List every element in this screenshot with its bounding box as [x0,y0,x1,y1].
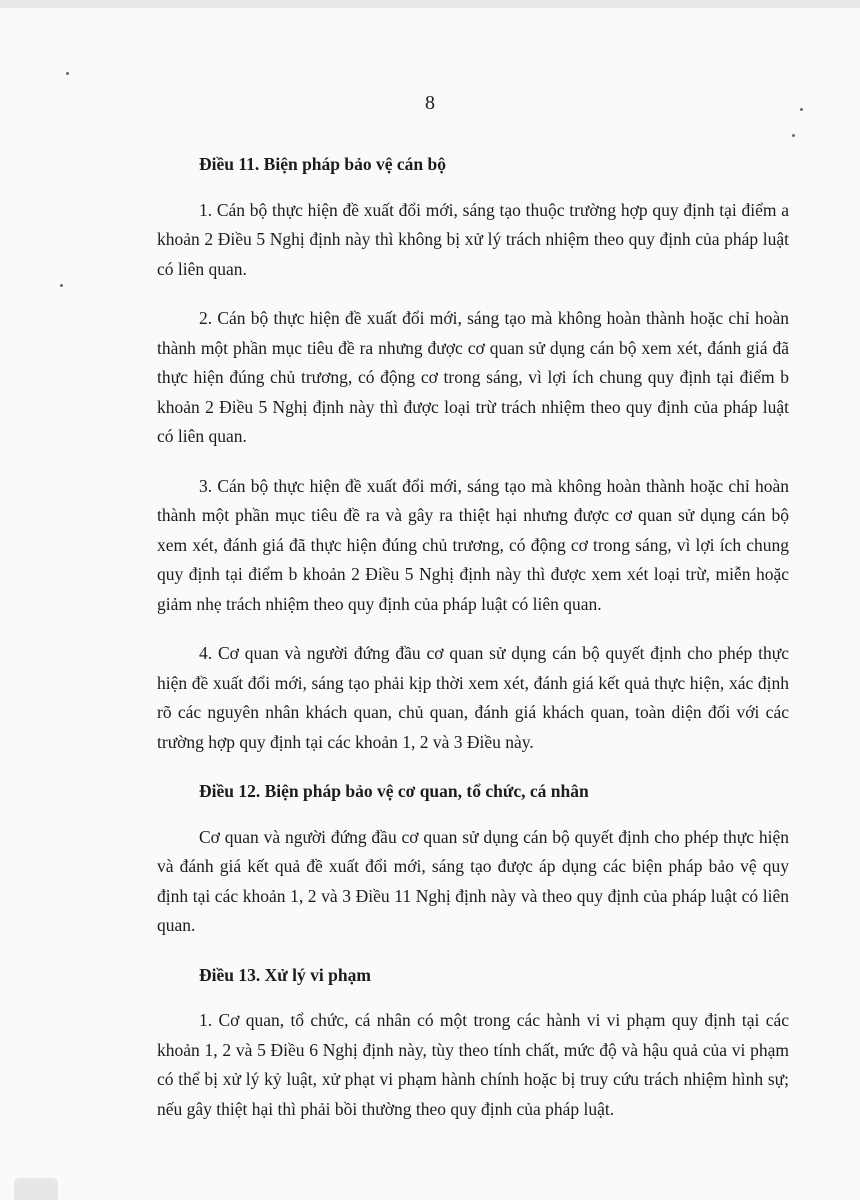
article-11-clause-1: 1. Cán bộ thực hiện đề xuất đổi mới, sáng tạo thuộc trường hợp quy định tại điểm a khoản 2 Điều 5 Nghị định này thì không bị xử lý trách nhiệm theo quy định của pháp luật có liên quan. [157,199,789,279]
article-11-clause-4: 4. Cơ quan và người đứng đầu cơ quan sử dụng cán bộ quyết định cho phép thực hiện đề xuất đổi mới, sáng tạo phải kịp thời xem xét, đánh giá kết quả thực hiện, xác định rõ các nguyên nhân khách quan, chủ quan, đánh giá khách quan, toàn diện đối với các trường hợp quy định tại các khoản 1, 2 và 3 Điều này. [157,643,789,752]
page-number: 8 [425,92,435,114]
scan-speck [66,72,69,75]
article-11 [157,150,789,757]
article-11-clause-2: 2. Cán bộ thực hiện đề xuất đổi mới, sáng tạo mà không hoàn thành hoặc chỉ hoàn thành một phần mục tiêu đề ra nhưng được cơ quan sử dụng cán bộ xem xét, đánh giá đã thực hiện đúng chủ trương, có động cơ trong sáng, vì lợi ích chung quy định tại điểm b khoản 2 Điều 5 Nghị định này thì được loại trừ trách nhiệm theo quy định của pháp luật có liên quan. [157,308,789,446]
scan-speck [792,134,795,137]
scan-top-edge [0,0,860,8]
article-13-clause-1: 1. Cơ quan, tổ chức, cá nhân có một trong các hành vi vi phạm quy định tại các khoản 1, 2 và 5 Điều 6 Nghị định này, tùy theo tính chất, mức độ và hậu quả của vi phạm có thể bị xử lý kỷ luật, xử phạt vi phạm hành chính hoặc bị truy cứu trách nhiệm hình sự; nếu gây thiệt hại thì phải bồi thường theo quy định của pháp luật. [157,1010,789,1119]
article-12-body: Cơ quan và người đứng đầu cơ quan sử dụng cán bộ quyết định cho phép thực hiện và đánh giá kết quả đề xuất đổi mới, sáng tạo được áp dụng các biện pháp bảo vệ quy định tại các khoản 1, 2 và 3 Điều 11 Nghị định này và theo quy định của pháp luật có liên quan. [157,826,789,935]
scan-speck [60,284,63,287]
document-body [157,150,789,1144]
scan-corner-tab [14,1178,58,1200]
article-11-clause-3: 3. Cán bộ thực hiện đề xuất đổi mới, sáng tạo mà không hoàn thành hoặc chỉ hoàn thành một phần mục tiêu đề ra và gây ra thiệt hại nhưng được cơ quan sử dụng cán bộ xem xét, đánh giá đã thực hiện đúng chủ trương, có động cơ trong sáng, vì lợi ích chung quy định tại điểm b khoản 2 Điều 5 Nghị định này thì được xem xét loại trừ, miễn hoặc giảm nhẹ trách nhiệm theo quy định của pháp luật có liên quan. [157,475,789,614]
article-11-heading: Điều 11. Biện pháp bảo vệ cán bộ [199,154,446,174]
article-13-heading: Điều 13. Xử lý vi phạm [199,964,371,985]
article-12 [157,777,789,941]
article-12-heading: Điều 12. Biện pháp bảo vệ cơ quan, tổ chức, cá nhân [199,781,589,801]
article-13 [157,961,789,1125]
